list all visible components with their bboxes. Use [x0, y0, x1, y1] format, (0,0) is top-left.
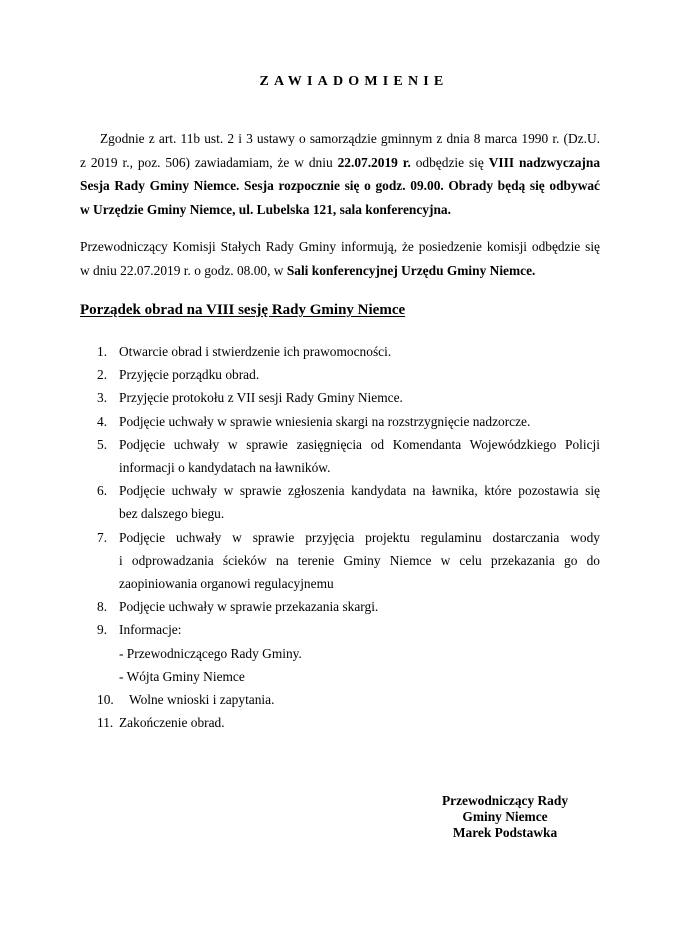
- agenda-item-text: [119, 386, 600, 409]
- agenda-list: [97, 340, 600, 734]
- agenda-item-number: 5.: [97, 436, 108, 452]
- agenda-item-number: 7.: [97, 529, 108, 545]
- agenda-item-line: Otwarcie obrad i stwierdzenie ich prawomocności.: [119, 344, 392, 359]
- agenda-item-10: [97, 688, 600, 711]
- notice-line-4: w Urzędzie Gminy Niemce, ul. Lubelska 121, sala konferencyjna.: [80, 201, 451, 217]
- agenda-item-line: Informacje:: [119, 622, 182, 638]
- agenda-subitem-chairman: - Przewodniczącego Rady Gminy.: [119, 645, 302, 661]
- agenda-item-line: Przyjęcie porządku obrad.: [119, 367, 260, 383]
- notice-line-2-mid: odbędzie się: [410, 154, 489, 170]
- agenda-item-line: Podjęcie uchwały w sprawie zgłoszenia kandydata na ławnika, które pozostawia się: [119, 483, 600, 499]
- agenda-item-6: [97, 479, 600, 525]
- agenda-item-line: i odprowadzania ścieków na terenie Gminy Niemce w celu przekazania go do: [119, 552, 600, 568]
- agenda-item-text: [119, 711, 600, 734]
- agenda-item-3: [97, 386, 600, 409]
- agenda-item-text: [119, 526, 600, 596]
- signature-title: Przewodniczący Rady: [441, 793, 569, 808]
- agenda-item-line: Przyjęcie protokołu z VII sesji Rady Gminy Niemce.: [119, 390, 403, 406]
- agenda-item-number: 3.: [97, 390, 108, 406]
- notice-line-3: Sesja Rady Gminy Niemce. Sesja rozpocznie się o godz. 09.00. Obrady będą się odbywać: [80, 178, 600, 193]
- agenda-item-text: [119, 340, 600, 363]
- agenda-item-line: Podjęcie uchwały w sprawie wniesienia skargi na rozstrzygnięcie nadzorcze.: [119, 413, 531, 429]
- agenda-item-text: [119, 479, 600, 525]
- agenda-subitem-mayor: - Wójta Gminy Niemce: [119, 668, 245, 684]
- agenda-item-number: 2.: [97, 367, 108, 383]
- signature-organization: Gminy Niemce: [462, 809, 548, 824]
- agenda-item-11: [97, 711, 600, 734]
- committee-location: Sali konferencyjnej Urzędu Gminy Niemce.: [286, 262, 536, 278]
- agenda-item-text: [119, 433, 600, 479]
- agenda-item-number: 4.: [97, 413, 108, 429]
- committee-line-2: [80, 259, 600, 283]
- agenda-item-line: bez dalszego biegu.: [119, 506, 225, 522]
- agenda-item-line: Podjęcie uchwały w sprawie przekazania skargi.: [119, 599, 379, 615]
- notice-line-1: Zgodnie z art. 11b ust. 2 i 3 ustawy o samorządzie gminnym z dnia 8 marca 1990 r. (Dz.U.: [100, 131, 600, 146]
- notice-line-2-text: z 2019 r., poz. 506) zawiadamiam, że w dniu: [80, 154, 338, 170]
- committee-line-1: Przewodniczący Komisji Stałych Rady Gminy informują, że posiedzenie komisji odbędzie się: [80, 239, 600, 254]
- agenda-item-1: [97, 340, 600, 363]
- session-date: 22.07.2019 r.: [337, 154, 411, 170]
- agenda-item-text: [119, 618, 600, 641]
- committee-paragraph: [80, 235, 600, 282]
- agenda-item-9: [97, 618, 600, 641]
- agenda-item-text: [119, 410, 600, 433]
- agenda-item-text: [119, 363, 600, 386]
- agenda-item-2: [97, 363, 600, 386]
- agenda-item-line: Wolne wnioski i zapytania.: [129, 692, 275, 708]
- agenda-item-5: [97, 433, 600, 479]
- document-title: ZAWIADOMIENIE: [259, 74, 449, 89]
- notice-line-2: [80, 151, 600, 175]
- agenda-item-line: Podjęcie uchwały w sprawie zasięgnięcia od Komendanta Wojewódzkiego Policji: [119, 436, 600, 452]
- notice-paragraph: [80, 127, 600, 221]
- agenda-item-8: [97, 595, 600, 618]
- committee-line-2-text: w dniu 22.07.2019 r. o godz. 08.00, w: [80, 262, 287, 278]
- agenda-item-line: zaopiniowania organowi regulacyjnemu: [119, 576, 334, 592]
- agenda-item-number: 11.: [97, 715, 114, 731]
- session-number: VIII nadzwyczajna: [488, 154, 601, 170]
- agenda-item-line: Zakończenie obrad.: [119, 715, 225, 731]
- agenda-item-4: [97, 410, 600, 433]
- agenda-item-line: Podjęcie uchwały w sprawie przyjęcia projektu regulaminu dostarczania wody: [119, 529, 600, 545]
- agenda-item-7: [97, 526, 600, 596]
- signature-block: [420, 793, 590, 841]
- signature-name: Marek Podstawka: [452, 825, 558, 840]
- agenda-item-text: [129, 688, 600, 711]
- agenda-item-number: 9.: [97, 622, 108, 638]
- agenda-item-text: [119, 595, 600, 618]
- agenda-item-number: 8.: [97, 599, 108, 615]
- agenda-heading: Porządek obrad na VIII sesję Rady Gminy Niemce: [80, 302, 406, 318]
- agenda-item-line: informacji o kandydatach na ławników.: [119, 460, 331, 476]
- agenda-item-number: 1.: [97, 344, 108, 359]
- agenda-item-number: 10.: [97, 692, 114, 708]
- agenda-item-number: 6.: [97, 483, 108, 499]
